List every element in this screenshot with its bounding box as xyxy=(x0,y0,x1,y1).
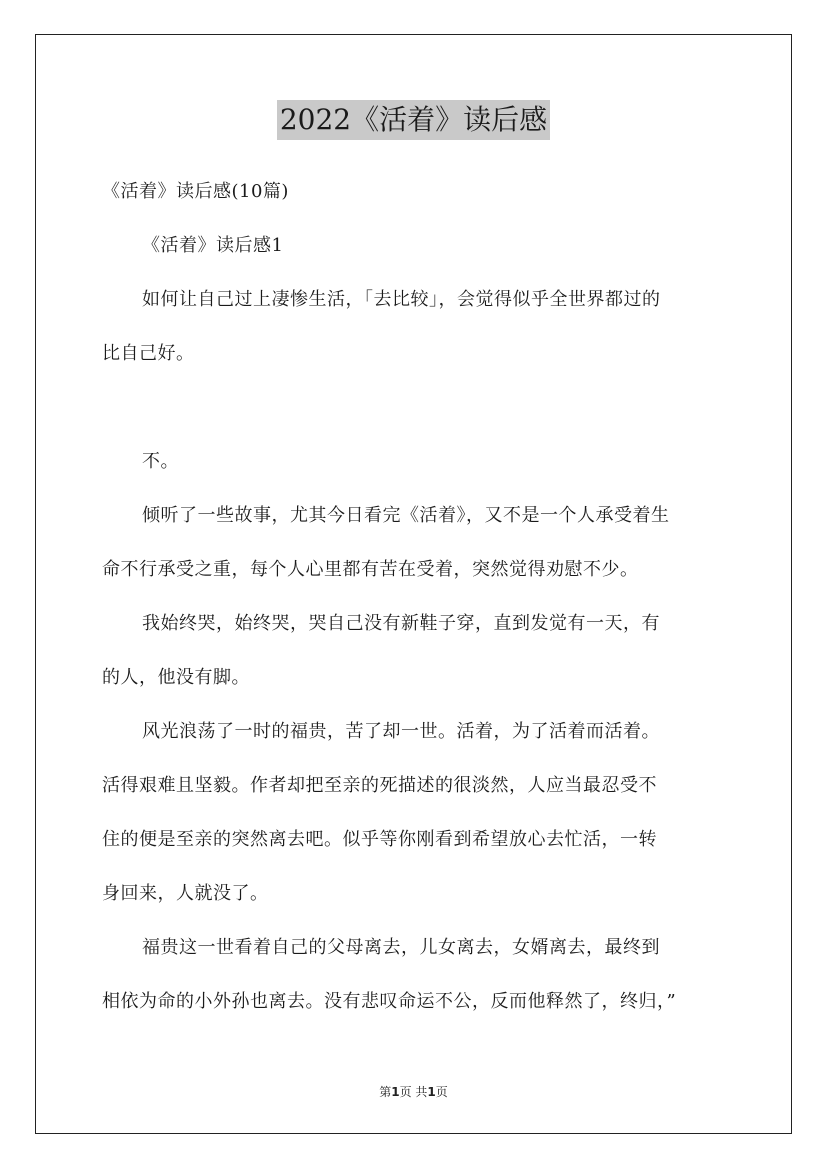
paragraph-line: 相依为命的小外孙也离去。没有悲叹命运不公，反而他释然了，终归，” xyxy=(102,991,677,1012)
footer-mid: 页 共 xyxy=(399,1085,428,1099)
paragraph-line: 我始终哭，始终哭，哭自己没有新鞋子穿，直到发觉有一天，有 xyxy=(142,613,660,634)
paragraph-line: 命不行承受之重，每个人心里都有苦在受着，突然觉得劝慰不少。 xyxy=(102,559,639,580)
page-footer xyxy=(0,1083,827,1100)
paragraph-line: 活得艰难且坚毅。作者却把至亲的死描述的很淡然，人应当最忍受不 xyxy=(102,775,657,796)
blank-line xyxy=(102,381,728,435)
paragraph-line: 福贵这一世看着自己的父母离去，儿女离去，女婿离去，最终到 xyxy=(142,937,660,958)
footer-page-number: 1 xyxy=(391,1085,400,1099)
paragraph-line: 身回来，人就没了。 xyxy=(102,883,269,904)
footer-suffix: 页 xyxy=(435,1085,448,1099)
document-title: 2022《活着》读后感 xyxy=(277,100,550,140)
paragraph-line: 不。 xyxy=(142,451,179,472)
paragraph-line: 倾听了一些故事，尤其今日看完《活着》，又不是一个人承受着生 xyxy=(142,505,670,526)
paragraph-line: 风光浪荡了一时的福贵，苦了却一世。活着，为了活着而活着。 xyxy=(142,721,660,742)
title-container xyxy=(0,100,827,140)
section-heading: 《活着》读后感1 xyxy=(142,235,284,256)
paragraph-line: 的人，他没有脚。 xyxy=(102,667,250,688)
paragraph-line: 比自己好。 xyxy=(102,343,195,364)
footer-prefix: 第 xyxy=(379,1085,392,1099)
paragraph-line: 如何让自己过上凄惨生活，「去比较」，会觉得似乎全世界都过的 xyxy=(142,289,661,310)
document-body xyxy=(102,165,728,1029)
footer-total-pages: 1 xyxy=(427,1085,436,1099)
subtitle: 《活着》读后感(10篇) xyxy=(102,181,289,202)
paragraph-line: 住的便是至亲的突然离去吧。似乎等你刚看到希望放心去忙活，一转 xyxy=(102,829,657,850)
